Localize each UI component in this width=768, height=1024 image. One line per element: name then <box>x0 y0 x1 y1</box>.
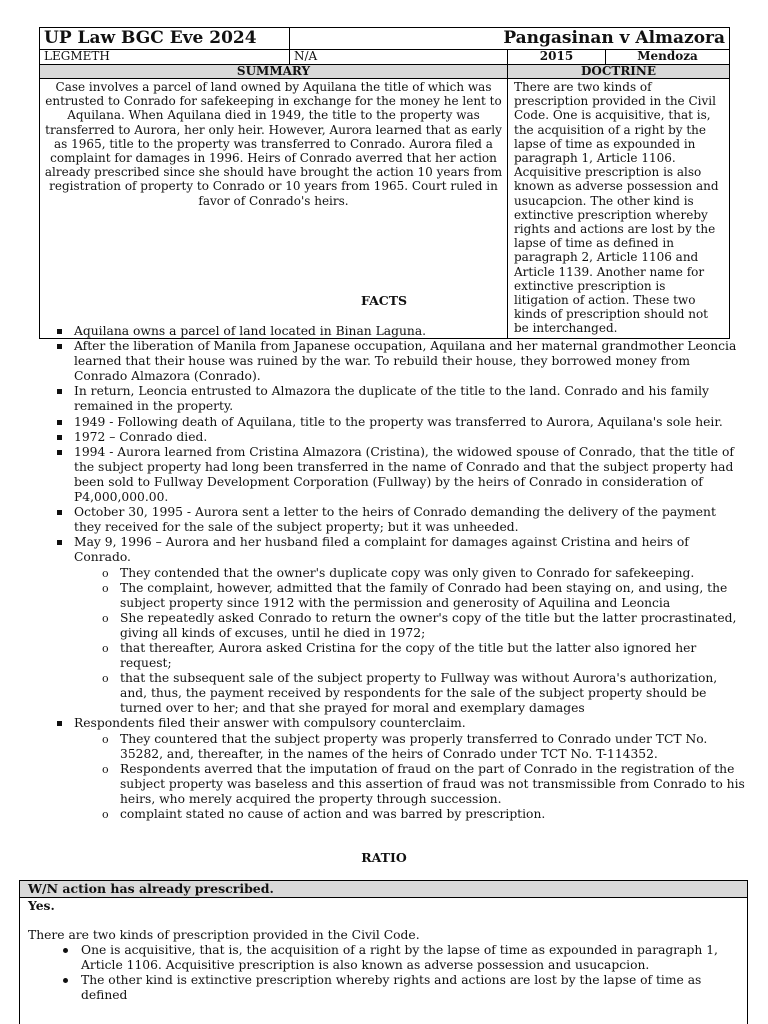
sub-list-item: o complaint stated no cause of action and was barred by prescription. <box>102 807 546 821</box>
course-title: UP Law BGC Eve 2024 <box>40 28 290 50</box>
circle-bullet-icon: o <box>102 672 109 686</box>
dot-bullet-icon <box>63 948 68 953</box>
list-item: Respondents filed their answer with compulsory counterclaim. <box>56 716 746 731</box>
list-item: In return, Leoncia entrusted to Almazora the duplicate of the title to the land. Conrado and his family remained in the property. <box>56 384 746 414</box>
list-item: After the liberation of Manila from Japanese occupation, Aquilana and her maternal grandmother Leoncia learned that their house was ruined by the war. To rebuild their house, they borrowed money from Conrado Almazora (Conrado). <box>56 339 746 384</box>
ratio-heading: RATIO <box>361 850 407 865</box>
complaint-sublist <box>56 566 746 717</box>
circle-bullet-icon: o <box>102 732 109 746</box>
list-item: 1994 - Aurora learned from Cristina Almazora (Cristina), the widowed spouse of Conrado, that the title of the subject property had long been transferred in the name of Conrado and that the subject property had been sold to Fullway Development Corporation (Fullway) by the heirs of Conrado in consideration of P4,000,000.00. <box>56 445 746 505</box>
facts-list <box>56 324 746 822</box>
ratio-points <box>28 943 739 1003</box>
square-bullet-icon <box>57 450 62 455</box>
case-author: Mendoza <box>606 50 730 65</box>
spacer <box>28 913 739 928</box>
sub-list-item: o that thereafter, Aurora asked Cristina for the copy of the title but the latter also ignored her request; <box>102 640 697 671</box>
circle-bullet-icon: o <box>102 762 109 776</box>
list-item: 1949 - Following death of Aquilana, title to the property was transferred to Aurora, Aquilana's sole heir. <box>56 415 746 430</box>
square-bullet-icon <box>57 420 62 425</box>
facts-heading: FACTS <box>360 293 408 308</box>
case-name: Pangasinan v Almazora <box>290 28 730 50</box>
square-bullet-icon <box>57 344 62 349</box>
square-bullet-icon <box>57 329 62 334</box>
ratio-body <box>20 898 747 1003</box>
list-item: One is acquisitive, that is, the acquisition of a right by the lapse of time as expounded in paragraph 1, Article 1106. Acquisitive prescription is also known as adverse possession and usucapcion. <box>59 943 739 973</box>
doctrine-text: There are two kinds of prescription provided in the Civil Code. One is acquisitive, that is, the acquisition of a right by the lapse of time as expounded in paragraph 1, Article 1106. Acquisitive prescription is also known as adverse possession and usucapcion. The other kind is extinctive prescription whereby rights and actions are lost by the lapse of time as defined in paragraph 2, Article 1106 and Article 1139. Another name for extinctive prescription is litigation of action. These two kinds of prescription should not be interchanged. <box>508 79 730 339</box>
dot-bullet-icon <box>63 978 68 983</box>
ratio-table <box>19 880 748 1024</box>
issue-answer: Yes. <box>28 898 55 913</box>
list-item: October 30, 1995 - Aurora sent a letter to the heirs of Conrado demanding the delivery of the payment they received for the sale of the subject property; but it was unheeded. <box>56 505 746 535</box>
square-bullet-icon <box>57 510 62 515</box>
list-item: The other kind is extinctive prescription whereby rights and actions are lost by the lapse of time as defined <box>59 973 739 1003</box>
square-bullet-icon <box>57 435 62 440</box>
doctrine-heading: DOCTRINE <box>508 65 730 79</box>
circle-bullet-icon: o <box>102 808 109 821</box>
square-bullet-icon <box>57 389 62 394</box>
sub-list-item: o The complaint, however, admitted that the family of Conrado had been staying on, and using, the subject property since 1912 with the permission and generosity of Aquilina and Leoncia <box>102 580 728 610</box>
subject-code: LEGMETH <box>40 50 290 65</box>
square-bullet-icon <box>57 721 62 726</box>
ratio-intro: There are two kinds of prescription provided in the Civil Code. <box>28 928 420 942</box>
sub-list-item: o that the subsequent sale of the subject property to Fullway was without Aurora's authorization, and, thus, the payment received by respondents for the sale of the subject property should be turned over to her; and that she prayed for moral and exemplary damages <box>102 671 718 716</box>
list-item: 1972 – Conrado died. <box>56 430 746 445</box>
sub-list-item: o Respondents averred that the imputation of fraud on the part of Conrado in the registration of the subject property was baseless and this assertion of fraud was not transmissible from Conrado to his heirs, who merely acquired the property through succession. <box>102 761 745 806</box>
list-item: May 9, 1996 – Aurora and her husband filed a complaint for damages against Cristina and heirs of Conrado. <box>56 535 746 565</box>
circle-bullet-icon: o <box>102 581 109 595</box>
circle-bullet-icon: o <box>102 611 109 625</box>
na-field: N/A <box>290 50 508 65</box>
circle-bullet-icon: o <box>102 641 109 655</box>
sub-list-item: o They countered that the subject property was properly transferred to Conrado under TCT No. 35282, and, thereafter, in the names of the heirs of Conrado under TCT No. T-114352. <box>102 731 708 761</box>
sub-list-item: o They contended that the owner's duplicate copy was only given to Conrado for safekeeping. <box>102 565 695 580</box>
circle-bullet-icon: o <box>102 566 109 580</box>
answer-sublist <box>56 732 746 823</box>
case-header-table <box>39 27 730 339</box>
case-year: 2015 <box>508 50 606 65</box>
summary-text: Case involves a parcel of land owned by Aquilana the title of which was entrusted to Conrado for safekeeping in exchange for the money he lent to Aquilana. When Aquilana died in 1949, the title to the property was transferred to Aurora, her only heir. However, Aurora learned that as early as 1965, title to the property was transferred to Conrado. Aurora filed a complaint for damages in 1996. Heirs of Conrado averred that her action already prescribed since she should have brought the action 10 years from registration of property to Conrado or 10 years from 1965. Court ruled in favor of Conrado's heirs. <box>40 79 508 339</box>
list-item: Aquilana owns a parcel of land located in Binan Laguna. <box>56 324 746 339</box>
summary-heading: SUMMARY <box>40 65 508 79</box>
issue-question: W/N action has already prescribed. <box>20 881 747 898</box>
square-bullet-icon <box>57 540 62 545</box>
sub-list-item: o She repeatedly asked Conrado to return the owner's copy of the title but the latter procrastinated, giving all kinds of excuses, until he died in 1972; <box>102 610 737 640</box>
